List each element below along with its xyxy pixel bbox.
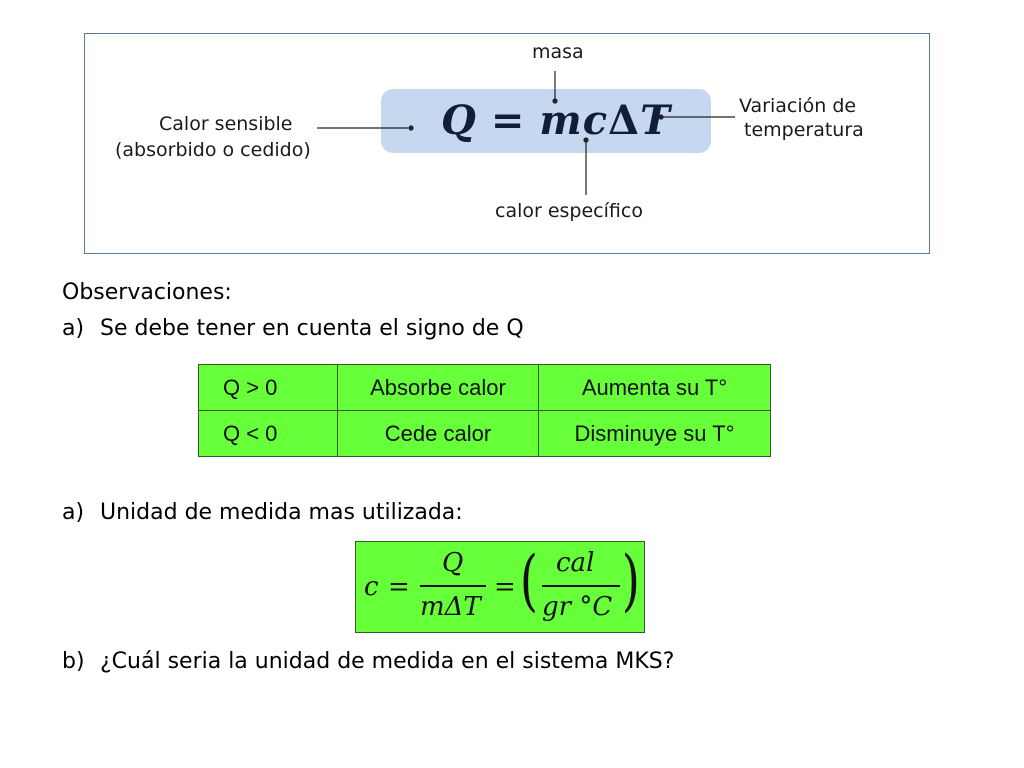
table-cell: Q > 0 — [199, 365, 338, 411]
sign-table — [198, 364, 771, 457]
formula-q: Q — [441, 97, 477, 144]
item-text: Se debe tener en cuenta el signo de Q — [100, 316, 524, 341]
label-absorbido-cedido: (absorbido o cedido) — [115, 139, 311, 161]
table-cell: Disminuye su T° — [539, 411, 771, 457]
label-calor-sensible: Calor sensible — [159, 113, 293, 135]
item-a-signo — [62, 315, 524, 343]
heat-formula — [441, 96, 671, 146]
table-row — [199, 411, 771, 457]
item-marker: b) — [62, 649, 85, 674]
item-a-unidad — [62, 499, 463, 527]
table-cell: Absorbe calor — [338, 365, 539, 411]
item-text: ¿Cuál seria la unidad de medida en el sistema MKS? — [100, 649, 675, 674]
right-paren: ) — [621, 542, 640, 619]
table-row — [199, 365, 771, 411]
fraction-bar — [420, 585, 486, 587]
label-variacion: Variación de — [739, 95, 857, 117]
formula-delta: Δ — [608, 97, 641, 144]
formula-m: m — [539, 97, 583, 144]
table-cell: Aumenta su T° — [539, 365, 771, 411]
unit-numerator-cal: cal — [556, 548, 595, 578]
observaciones-title: Observaciones: — [62, 280, 232, 305]
item-marker: a) — [62, 500, 85, 525]
label-calor-especifico: calor específico — [495, 200, 643, 222]
label-temperatura: temperatura — [744, 119, 864, 141]
unit-numerator-q: Q — [442, 548, 464, 578]
unit-formula — [355, 541, 645, 633]
formula-t: T — [640, 97, 671, 144]
formula-equals: = — [490, 97, 526, 144]
left-paren: ( — [519, 542, 538, 619]
unit-c: c — [364, 572, 379, 602]
unit-denominator-grc: gr °C — [542, 592, 613, 622]
unit-equals-1: = — [388, 572, 410, 602]
table-cell: Cede calor — [338, 411, 539, 457]
item-text: Unidad de medida mas utilizada: — [100, 500, 463, 525]
formula-diagram — [84, 33, 930, 254]
fraction-bar — [542, 585, 620, 587]
formula-c: c — [582, 97, 609, 144]
table-cell: Q < 0 — [199, 411, 338, 457]
item-marker: a) — [62, 316, 85, 341]
item-b-mks — [62, 648, 674, 676]
unit-denominator-mdt: mΔT — [420, 592, 481, 622]
unit-equals-2: = — [494, 572, 516, 602]
label-masa: masa — [532, 41, 584, 63]
